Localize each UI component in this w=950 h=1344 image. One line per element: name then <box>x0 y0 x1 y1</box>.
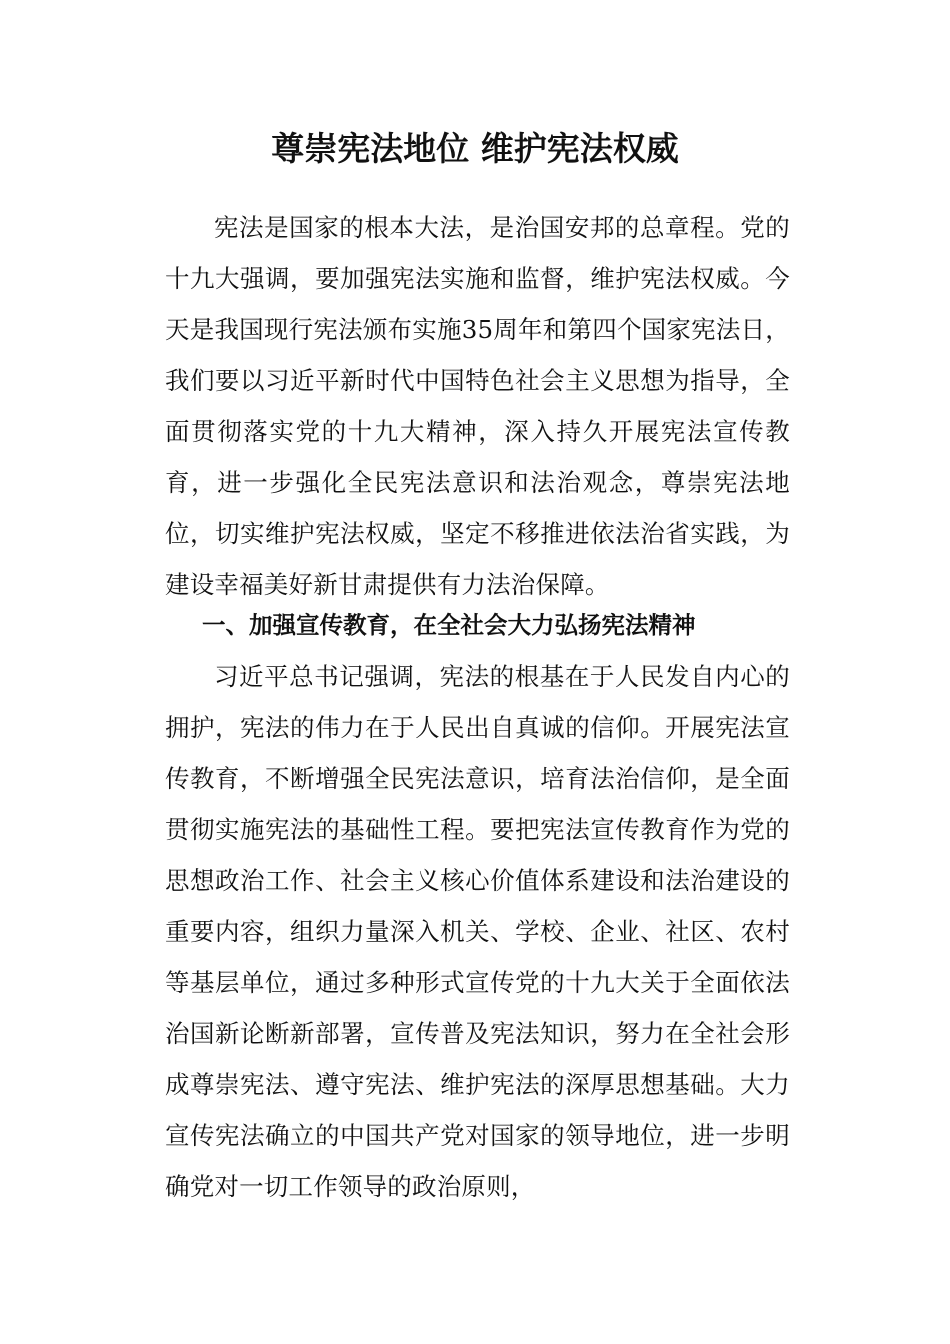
intro-paragraph: 宪法是国家的根本大法，是治国安邦的总章程。党的十九大强调，要加强宪法实施和监督，维护宪法权威。今天是我国现行宪法颁布实施35周年和第四个国家宪法日，我们要以习近平新时代中国特色社会主义思想为指导，全面贯彻落实党的十九大精神，深入持久开展宪法宣传教育，进一步强化全民宪法意识和法治观念，尊崇宪法地位，切实维护宪法权威，坚定不移推进依法治省实践，为建设幸福美好新甘肃提供有力法治保障。 <box>165 213 790 599</box>
section-1-paragraph: 习近平总书记强调，宪法的根基在于人民发自内心的拥护，宪法的伟力在于人民出自真诚的信仰。开展宪法宣传教育，不断增强全民宪法意识，培育法治信仰，是全面贯彻实施宪法的基础性工程。要把宪法宣传教育作为党的思想政治工作、社会主义核心价值体系建设和法治建设的重要内容，组织力量深入机关、学校、企业、社区、农村等基层单位，通过多种形式宣传党的十九大关于全面依法治国新论断新部署，宣传普及宪法知识，努力在全社会形成尊崇宪法、遵守宪法、维护宪法的深厚思想基础。大力宣传宪法确立的中国共产党对国家的领导地位，进一步明确党对一切工作领导的政治原则， <box>165 662 790 1201</box>
document-title: 尊崇宪法地位 维护宪法权威 <box>271 129 679 168</box>
section-1-heading: 一、加强宣传教育，在全社会大力弘扬宪法精神 <box>202 611 696 639</box>
